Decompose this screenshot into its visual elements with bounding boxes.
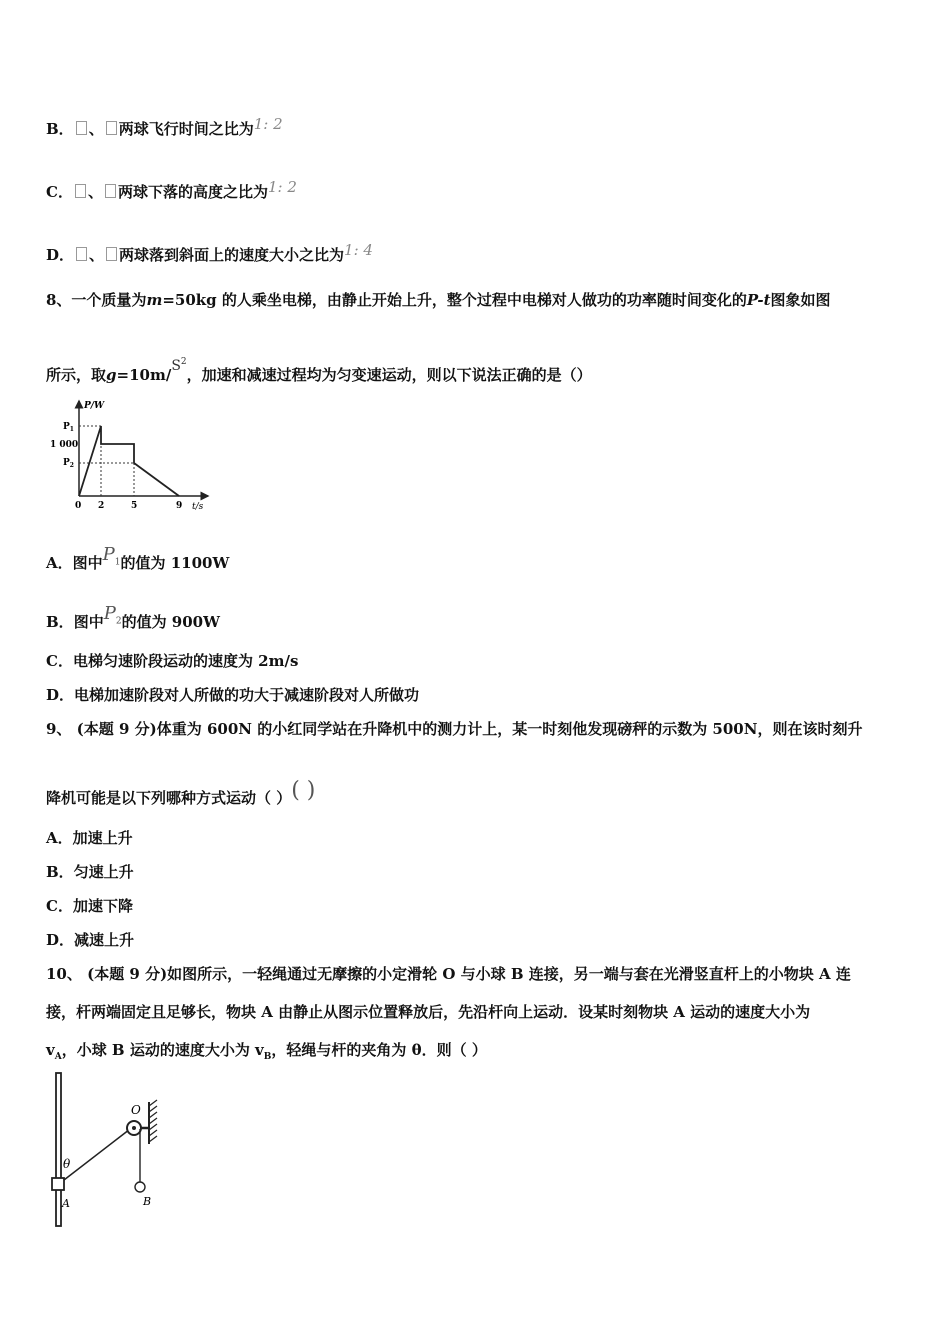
q7-option-d: D． 、 两球落到斜面上的速度大小之比为1: 4 bbox=[46, 241, 373, 264]
q9-stem-line1: 9、 (本题 9 分)体重为 600N 的小红同学站在升降机中的测力计上，某一时刻他发现磅秤的示数为 500N，则在该时刻升 bbox=[46, 720, 863, 738]
x-axis-label: t/s bbox=[192, 502, 204, 512]
dashed-guides bbox=[79, 426, 134, 496]
q7-option-b: B． 、 两球飞行时间之比为1: 2 bbox=[46, 115, 283, 138]
q8-option-d: D．电梯加速阶段对人所做的功大于减速阶段对人所做功 bbox=[46, 686, 420, 704]
vertical-rod bbox=[56, 1073, 61, 1226]
level-1000-label: 1 000 bbox=[50, 440, 79, 450]
tick-label-2: 2 bbox=[98, 501, 105, 511]
missing-glyph-icon bbox=[76, 121, 87, 135]
q8-stem-line2: 所示，取$g=10m/S^2$，加速和减速过程均为匀变速运动，则以下说法正确的是（） bbox=[46, 357, 592, 384]
q9-option-c: C．加速下降 bbox=[46, 897, 133, 915]
missing-glyph-icon bbox=[106, 121, 117, 135]
ratio-formula: 1: 2 bbox=[267, 178, 297, 196]
ratio-formula: 1: 4 bbox=[344, 241, 373, 259]
pulley-rod-figure bbox=[46, 1070, 176, 1232]
missing-glyph-icon bbox=[75, 184, 86, 198]
q10-stem-line2: 接，杆两端固定且足够长，物块 A 由静止从图示位置释放后，先沿杆向上运动．设某时刻物块 A 运动的速度大小为 bbox=[46, 1003, 811, 1021]
q10-stem-line3: $v_A$，小球 B 运动的速度大小为 $v_B$，轻绳与杆的夹角为 θ．则（ ） bbox=[46, 1041, 487, 1062]
power-time-graph bbox=[46, 395, 216, 515]
q8-stem-line1: 8、一个质量为m=50kg 的人乘坐电梯，由静止开始上升，整个过程中电梯对人做功的功率随时间变化的P-t图象如图 bbox=[46, 291, 831, 309]
q9-option-d: D．减速上升 bbox=[46, 931, 135, 949]
q9-stem-line2: 降机可能是以下列哪种方式运动（ ）( ) bbox=[46, 778, 316, 807]
label-b: B bbox=[143, 1195, 152, 1208]
p2-label: $P_2$ bbox=[63, 458, 74, 469]
missing-glyph-icon bbox=[76, 247, 87, 261]
q9-option-a: A．加速上升 bbox=[46, 829, 133, 847]
rope-a-to-o bbox=[64, 1126, 134, 1180]
tick-label-5: 5 bbox=[131, 501, 138, 511]
power-curve bbox=[79, 426, 179, 496]
q8-option-c: C．电梯匀速阶段运动的速度为 2m/s bbox=[46, 652, 299, 670]
wall-hatching bbox=[149, 1100, 157, 1142]
origin-label: 0 bbox=[75, 501, 82, 511]
missing-glyph-icon bbox=[105, 184, 116, 198]
p1-label: $P_1$ bbox=[63, 422, 74, 433]
missing-glyph-icon bbox=[106, 247, 117, 261]
answer-paren-image: ( ) bbox=[291, 778, 316, 803]
q10-stem-line1: 10、 (本题 9 分)如图所示，一轻绳通过无摩擦的小定滑轮 O 与小球 B 连接，另一端与套在光滑竖直杆上的小物块 A 连 bbox=[46, 965, 851, 983]
q7-option-c: C． 、 两球下落的高度之比为1: 2 bbox=[46, 178, 297, 201]
block-a bbox=[52, 1178, 64, 1190]
tick-label-9: 9 bbox=[176, 501, 183, 511]
label-o: O bbox=[131, 1103, 141, 1117]
label-theta: θ bbox=[63, 1157, 71, 1171]
q8-option-b: B．图中$P_2$的值为 900W bbox=[46, 603, 220, 631]
q9-option-b: B．匀速上升 bbox=[46, 863, 134, 881]
y-axis-label: P/W bbox=[84, 401, 105, 411]
ratio-formula: 1: 2 bbox=[253, 115, 283, 133]
ball-b bbox=[135, 1182, 145, 1192]
label-a: A bbox=[62, 1197, 70, 1210]
q8-option-a: A．图中$P_1$的值为 1100W bbox=[46, 544, 230, 572]
